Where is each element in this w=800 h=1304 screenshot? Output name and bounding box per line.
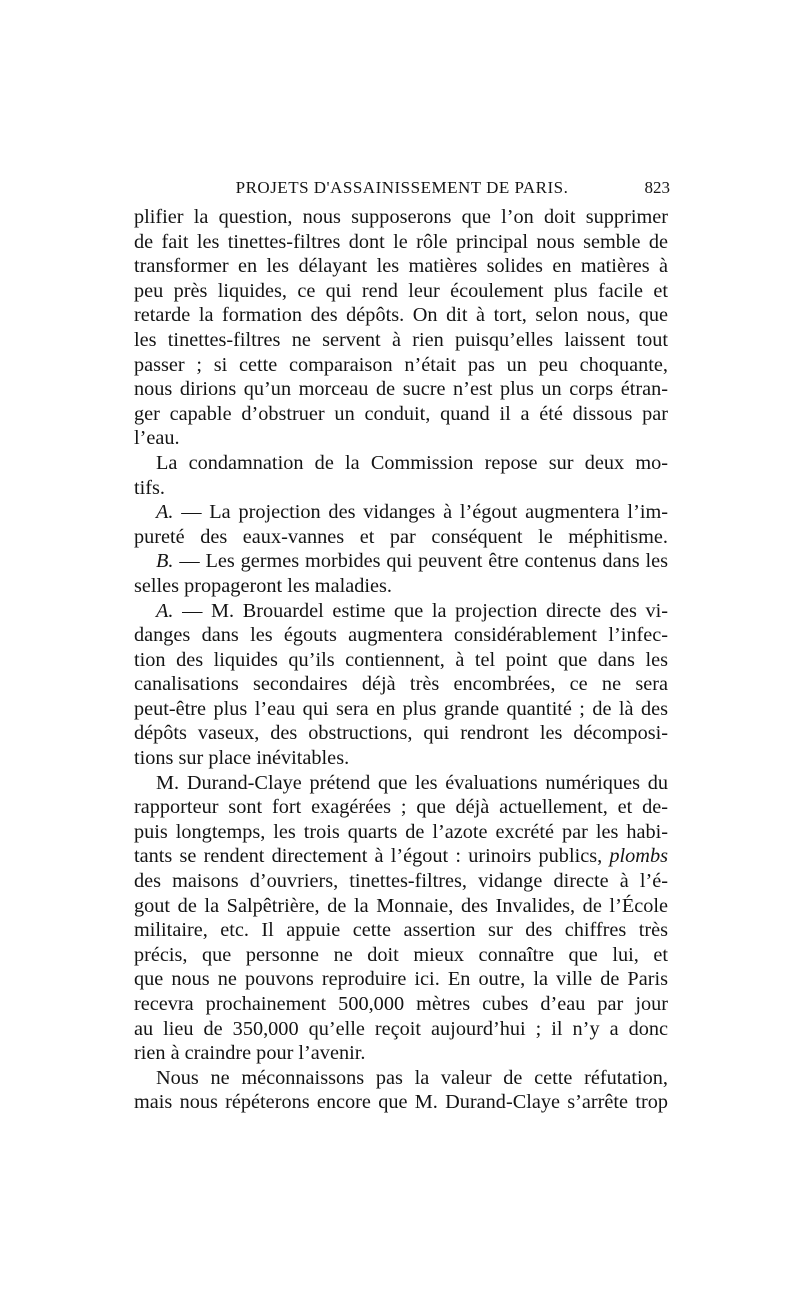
text-line: nous dirions qu’un morceau de sucre n’est plus un corps étran- — [134, 378, 668, 401]
body-text — [134, 205, 668, 1115]
text-line: militaire, etc. Il appuie cette assertion sur des chiffres très — [134, 919, 668, 942]
text-line: mais nous répéterons encore que M. Durand-Claye s’arrête trop — [134, 1091, 668, 1114]
running-title: PROJETS D'ASSAINISSEMENT DE PARIS. — [235, 178, 569, 197]
text-line: retarde la formation des dépôts. On dit à tort, selon nous, que — [134, 304, 668, 327]
text-line: rapporteur sont fort exagérées ; que déjà actuellement, et de- — [134, 796, 668, 819]
running-head — [134, 178, 670, 206]
text-line: que nous ne pouvons reproduire ici. En outre, la ville de Paris — [134, 968, 668, 991]
text-line: peut-être plus l’eau qui sera en plus grande quantité ; de là des — [134, 697, 668, 720]
text-line: puis longtemps, les trois quarts de l’azote excrété par les habi- — [134, 820, 668, 843]
text-line: passer ; si cette comparaison n’était pas un peu choquante, — [134, 353, 668, 376]
text-line: au lieu de 350,000 qu’elle reçoit aujourd’hui ; il n’y a donc — [134, 1017, 668, 1040]
text-line: B. — Les germes morbides qui peuvent être contenus dans les — [156, 550, 668, 573]
text-line: plifier la question, nous supposerons que l’on doit supprimer — [134, 206, 668, 228]
text-line: tants se rendent directement à l’égout : urinoirs publics, plombs — [134, 845, 668, 868]
text-line: Nous ne méconnaissons pas la valeur de cette réfutation, — [156, 1066, 668, 1089]
text-line: de fait les tinettes-filtres dont le rôle principal nous semble de — [134, 230, 668, 253]
text-line: A. — La projection des vidanges à l’égout augmentera l’im- — [156, 501, 668, 524]
text-line: ger capable d’obstruer un conduit, quand il a été dissous par — [134, 402, 668, 425]
text-line: A. — M. Brouardel estime que la projection directe des vi- — [156, 599, 668, 622]
text-line: M. Durand-Claye prétend que les évaluations numériques du — [156, 771, 668, 794]
text-line: tion des liquides qu’ils contiennent, à tel point que dans les — [134, 648, 668, 671]
text-line: dépôts vaseux, des obstructions, qui rendront les décomposi- — [134, 722, 668, 745]
text-line: pureté des eaux-vannes et par conséquent le méphitisme. — [134, 525, 668, 548]
text-line: les tinettes-filtres ne servent à rien puisqu’elles laissent tout — [134, 328, 668, 351]
text-line: selles propageront les maladies. — [134, 574, 392, 597]
text-line: tifs. — [134, 476, 165, 499]
text-line: danges dans les égouts augmentera considérablement l’infec- — [134, 624, 668, 647]
text-line: précis, que personne ne doit mieux connaître que lui, et — [134, 943, 668, 966]
page-number: 823 — [644, 178, 670, 197]
text-line: des maisons d’ouvriers, tinettes-filtres, vidange directe à l’é- — [134, 870, 668, 893]
text-line: peu près liquides, ce qui rend leur écoulement plus facile et — [134, 279, 668, 302]
text-line: tions sur place inévitables. — [134, 747, 350, 770]
text-line: transformer en les délayant les matières solides en matières à — [134, 255, 668, 278]
text-line: rien à craindre pour l’avenir. — [134, 1042, 366, 1065]
text-line: La condamnation de la Commission repose sur deux mo- — [156, 451, 668, 474]
text-line: l’eau. — [134, 427, 180, 450]
text-line: recevra prochainement 500,000 mètres cubes d’eau par jour — [134, 993, 668, 1015]
text-line: gout de la Salpêtrière, de la Monnaie, des Invalides, de l’École — [134, 894, 668, 917]
text-line: canalisations secondaires déjà très encombrées, ce ne sera — [134, 673, 668, 696]
